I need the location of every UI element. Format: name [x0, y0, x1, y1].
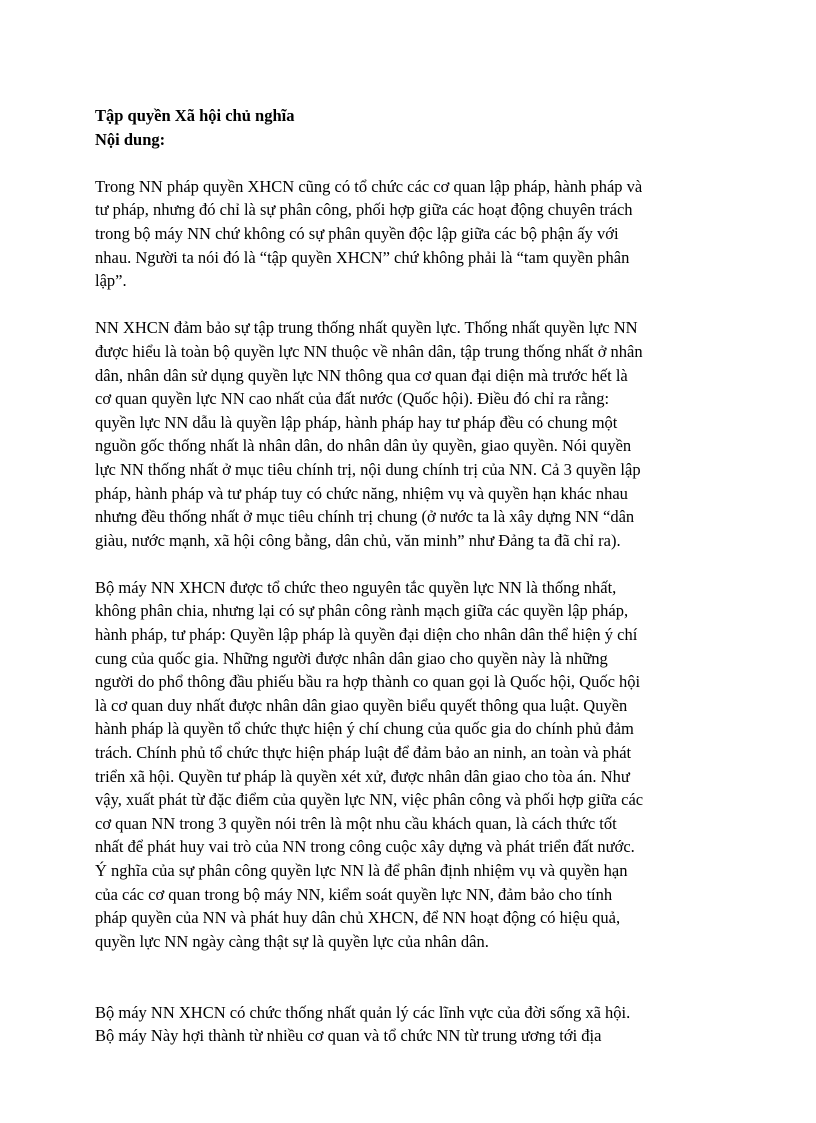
- text-line: nhất để phát huy vai trò của NN trong công cuộc xây dựng và phát triển đất nước.: [95, 837, 635, 857]
- paragraph-4: [95, 1001, 723, 1048]
- text-line: tư pháp, nhưng đó chỉ là sự phân công, phối hợp giữa các hoạt động chuyên trách: [95, 200, 633, 220]
- text-line: lập”.: [95, 271, 127, 291]
- text-line: của các cơ quan trong bộ máy NN, kiểm soát quyền lực NN, đảm bảo cho tính: [95, 884, 613, 904]
- text-line: được hiểu là toàn bộ quyền lực NN thuộc về nhân dân, tập trung thống nhất ở nhân: [95, 341, 643, 361]
- text-line: nguồn gốc thống nhất là nhân dân, do nhân dân ủy quyền, giao quyền. Nói quyền: [95, 436, 632, 456]
- text-line: cơ quan NN trong 3 quyền nói trên là một nhu cầu khách quan, là cách thức tốt: [95, 813, 617, 833]
- text-line: quyền lực NN ngày càng thật sự là quyền lực của nhân dân.: [95, 931, 489, 951]
- text-line: Bộ máy Này hợi thành từ nhiều cơ quan và tổ chức NN từ trung ương tới địa: [95, 1026, 602, 1046]
- paragraph-1: [95, 175, 723, 293]
- paragraph-2: [95, 316, 723, 552]
- text-line: Trong NN pháp quyền XHCN cũng có tổ chức các cơ quan lập pháp, hành pháp và: [95, 176, 643, 196]
- text-line: hành pháp, tư pháp: Quyền lập pháp là quyền đại diện cho nhân dân thể hiện ý chí: [95, 625, 638, 645]
- text-line: dân, nhân dân sử dụng quyền lực NN thông qua cơ quan đại diện mà trước hết là: [95, 365, 628, 385]
- document-title: Tập quyền Xã hội chủ nghĩa: [95, 106, 295, 125]
- text-line: cung của quốc gia. Những người được nhân dân giao cho quyền này là những: [95, 648, 608, 668]
- document-body: [95, 104, 723, 1048]
- text-line: pháp quyền của NN và phát huy dân chủ XHCN, để NN hoạt động có hiệu quả,: [95, 908, 621, 928]
- text-line: vậy, xuất phát từ đặc điểm của quyền lực NN, việc phân công và phối hợp giữa các: [95, 790, 644, 810]
- text-line: Bộ máy NN XHCN có chức thống nhất quản lý các lĩnh vực của đời sống xã hội.: [95, 1002, 631, 1022]
- text-line: trong bộ máy NN chứ không có sự phân quyền độc lập giữa các bộ phận ấy với: [95, 223, 619, 243]
- text-line: quyền lực NN dẫu là quyền lập pháp, hành pháp hay tư pháp đều có chung một: [95, 412, 618, 432]
- text-line: triển xã hội. Quyền tư pháp là quyền xét xử, được nhân dân giao cho tòa án. Như: [95, 766, 630, 786]
- paragraph-3: [95, 576, 723, 954]
- document-subtitle: Nội dung:: [95, 129, 166, 149]
- text-line: hành pháp là quyền tổ chức thực hiện ý chí chung của quốc gia do chính phủ đảm: [95, 719, 634, 739]
- text-line: cơ quan quyền lực NN cao nhất của đất nước (Quốc hội). Điều đó chỉ ra rằng:: [95, 389, 610, 409]
- text-line: giàu, nước mạnh, xã hội công bằng, dân chủ, văn minh” như Đảng ta đã chỉ ra).: [95, 530, 621, 550]
- text-line: pháp, hành pháp và tư pháp tuy có chức năng, nhiệm vụ và quyền hạn khác nhau: [95, 483, 628, 503]
- text-line: nhưng đều thống nhất ở mục tiêu chính trị chung (ở nước ta là xây dựng NN “dân: [95, 507, 635, 527]
- text-line: trách. Chính phủ tổ chức thực hiện pháp luật để đảm bảo an ninh, an toàn và phát: [95, 743, 632, 763]
- text-line: nhau. Người ta nói đó là “tập quyền XHCN” chứ không phải là “tam quyền phân: [95, 247, 630, 267]
- text-line: là cơ quan duy nhất được nhân dân giao quyền biểu quyết thông qua luật. Quyền: [95, 695, 628, 715]
- text-line: Bộ máy NN XHCN được tổ chức theo nguyên tắc quyền lực NN là thống nhất,: [95, 577, 617, 597]
- text-line: lực NN thống nhất ở mục tiêu chính trị, nội dung chính trị của NN. Cả 3 quyền lập: [95, 459, 641, 479]
- text-line: không phân chia, nhưng lại có sự phân công rành mạch giữa các quyền lập pháp,: [95, 601, 629, 621]
- text-line: Ý nghĩa của sự phân công quyền lực NN là để phân định nhiệm vụ và quyền hạn: [95, 861, 628, 880]
- text-line: NN XHCN đảm bảo sự tập trung thống nhất quyền lực. Thống nhất quyền lực NN: [95, 318, 638, 338]
- text-line: người do phổ thông đầu phiếu bầu ra hợp thành co quan gọi là Quốc hội, Quốc hội: [95, 672, 641, 692]
